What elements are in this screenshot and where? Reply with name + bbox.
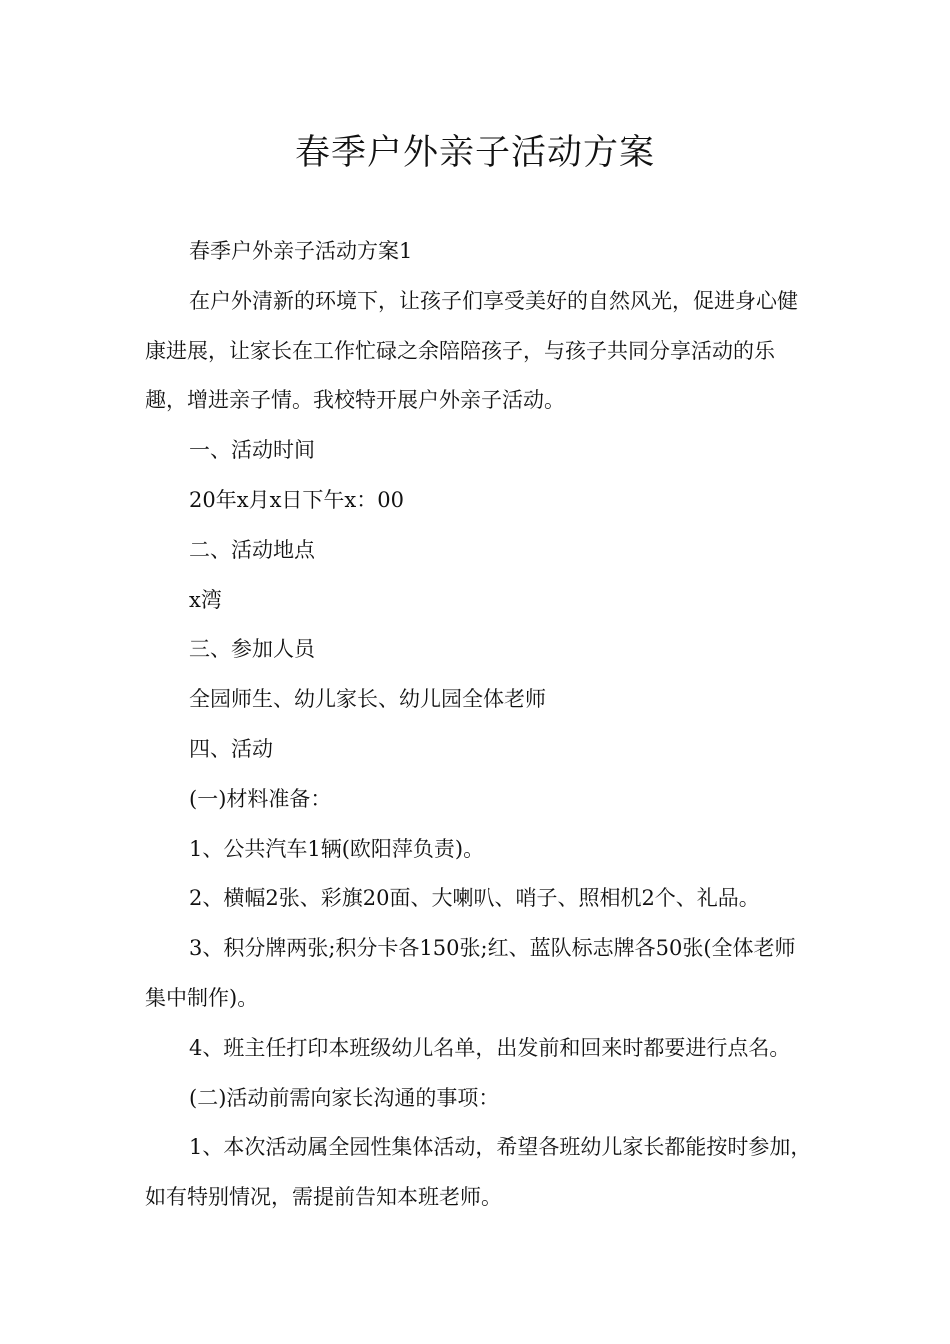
document-title: 春季户外亲子活动方案 (294, 133, 655, 173)
section-heading-location: 二、活动地点 (189, 537, 315, 562)
subsection-materials: (一)材料准备： (189, 786, 332, 811)
paragraph-heading-1: 春季户外亲子活动方案1 (189, 239, 413, 263)
section-heading-activity: 四、活动 (189, 736, 273, 761)
paragraph-intro: 在户外清新的环境下，让孩子们享受美好的自然风光，促进身心健康进展，让家长在工作忙碌之余陪陪孩子，与孩子共同分享活动的乐趣，增进亲子情。我校特开展户外亲子活动。 (145, 288, 798, 413)
list-item-4: 4、班主任打印本班级幼儿名单，出发前和回来时都要进行点名。 (189, 1035, 791, 1060)
list-item-2: 2、横幅2张、彩旗20面、大喇叭、哨子、照相机2个、礼品。 (189, 886, 760, 911)
list-item-3: 3、积分牌两张;积分卡各150张;红、蓝队标志牌各50张(全体老师集中制作)。 (145, 936, 796, 1010)
list-item-5: 1、本次活动属全园性集体活动，希望各班幼儿家长都能按时参加，如有特别情况，需提前告知本班老师。 (145, 1135, 812, 1210)
list-item-1: 1、公共汽车1辆(欧阳萍负责)。 (189, 836, 485, 861)
document-body (145, 227, 813, 1223)
paragraph-time: 20年x月x日下午x：00 (189, 487, 404, 512)
paragraph-location: x湾 (189, 587, 222, 612)
section-heading-participants: 三、参加人员 (189, 637, 315, 662)
subsection-parent-communication: (二)活动前需向家长沟通的事项： (189, 1085, 500, 1110)
section-heading-time: 一、活动时间 (189, 438, 315, 463)
paragraph-participants: 全园师生、幼儿家长、幼儿园全体老师 (189, 687, 546, 712)
